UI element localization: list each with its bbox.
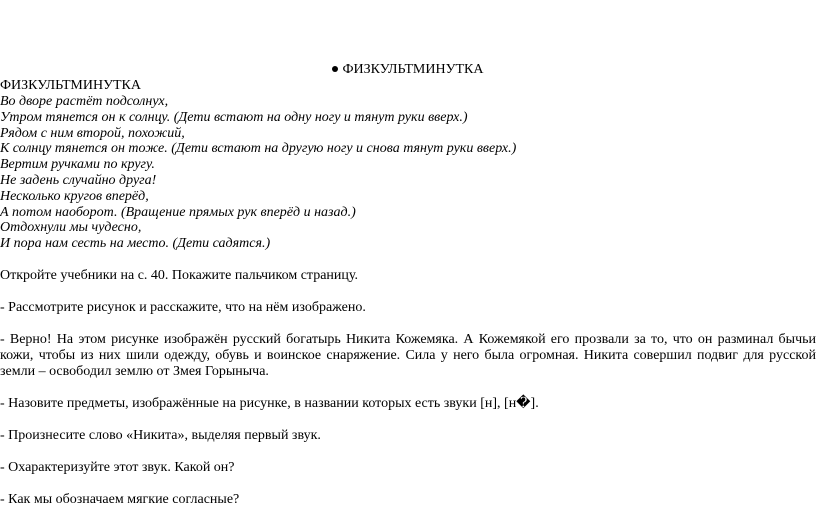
paragraph-pronounce: - Произнесите слово «Никита», выделяя первый звук.	[0, 427, 321, 443]
poem-line: И пора нам сесть на место. (Дети садятся.)	[0, 236, 271, 252]
poem-line: Во дворе растёт подсолнух,	[0, 94, 169, 109]
heading-text: ФИЗКУЛЬТМИНУТКА	[342, 62, 484, 77]
paragraph-nikita: - Верно! На этом рисунке изображён русский богатырь Никита Кожемяка. А Кожемякой его прозвали за то, что он разминал бычьи кожи, чтобы из них шили одежду, обувь и воинское снаряжение. Сила у него была огромная. Никита совершил подвиг для русской земли – освободил землю от Змея Горыныча.	[0, 331, 816, 379]
paragraph-characterize: - Охарактеризуйте этот звук. Какой он?	[0, 459, 235, 475]
paragraph-soft-consonants: - Как мы обозначаем мягкие согласные?	[0, 491, 240, 507]
poem-line: Утром тянется он к солнцу. (Дети встают на одну ногу и тянут руки вверх.)	[0, 109, 468, 125]
section-heading	[0, 61, 816, 79]
poem-line: Несколько кругов вперёд,	[0, 188, 149, 204]
poem-line: Рядом с ним второй, похожий,	[0, 125, 185, 141]
poem-line: Вертим ручками по кругу.	[0, 157, 155, 173]
poem-line: Не задень случайно друга!	[0, 172, 157, 188]
poem-line: А потом наоборот. (Вращение прямых рук вперёд и назад.)	[0, 204, 356, 220]
bullet-icon	[332, 66, 338, 72]
poem-line: К солнцу тянется он тоже. (Дети встают на другую ногу и снова тянут руки вверх.)	[0, 141, 517, 157]
poem	[0, 94, 816, 252]
subtitle: ФИЗКУЛЬТМИНУТКА	[0, 78, 142, 93]
paragraph-textbook: Откройте учебники на с. 40. Покажите пальчиком страницу.	[0, 267, 358, 283]
paragraph-name-objects: - Назовите предметы, изображённые на рисунке, в названии которых есть звуки [н], [н�].	[0, 395, 539, 411]
poem-line: Отдохнули мы чудесно,	[0, 220, 142, 236]
paragraph-look-picture: - Рассмотрите рисунок и расскажите, что на нём изображено.	[0, 299, 366, 315]
document-body	[0, 78, 816, 508]
